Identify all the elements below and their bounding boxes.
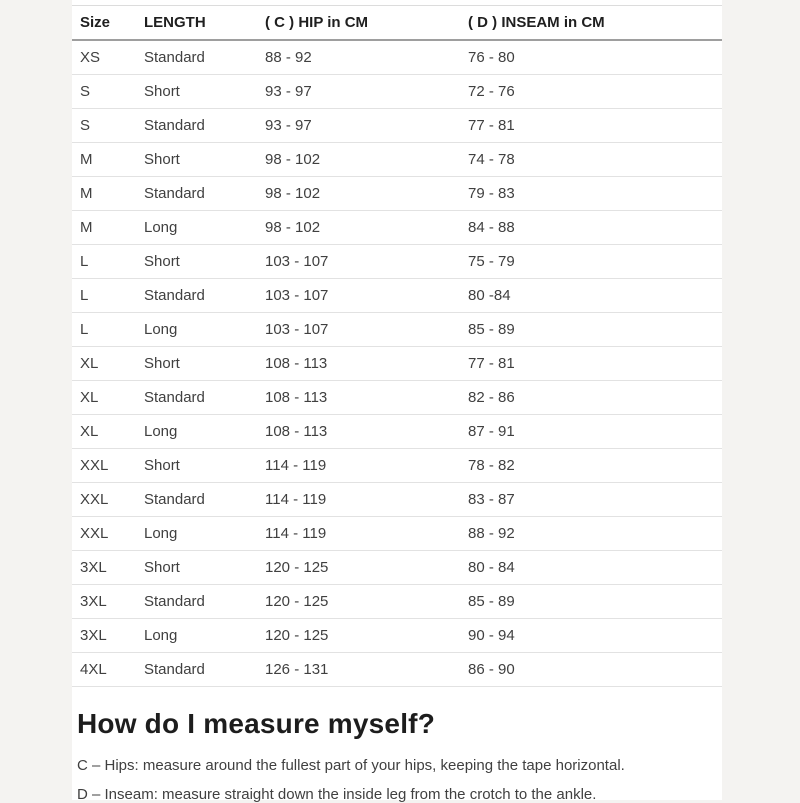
table-cell: 93 - 97 bbox=[257, 109, 460, 143]
table-cell: L bbox=[72, 245, 136, 279]
table-row bbox=[72, 449, 722, 483]
table-cell: 4XL bbox=[72, 653, 136, 687]
table-row bbox=[72, 211, 722, 245]
table-cell: 85 - 89 bbox=[460, 313, 722, 347]
table-cell: 83 - 87 bbox=[460, 483, 722, 517]
table-cell: XS bbox=[72, 40, 136, 75]
table-row bbox=[72, 381, 722, 415]
table-cell: Short bbox=[136, 143, 257, 177]
table-cell: Short bbox=[136, 245, 257, 279]
table-cell: Standard bbox=[136, 40, 257, 75]
table-cell: 76 - 80 bbox=[460, 40, 722, 75]
measure-heading: How do I measure myself? bbox=[77, 708, 436, 739]
table-cell: 3XL bbox=[72, 551, 136, 585]
table-cell: 103 - 107 bbox=[257, 245, 460, 279]
table-cell: Standard bbox=[136, 279, 257, 313]
table-cell: 114 - 119 bbox=[257, 483, 460, 517]
table-row bbox=[72, 585, 722, 619]
table-cell: 120 - 125 bbox=[257, 585, 460, 619]
table-cell: Long bbox=[136, 415, 257, 449]
size-guide-panel bbox=[72, 0, 722, 803]
table-cell: 77 - 81 bbox=[460, 109, 722, 143]
measure-section bbox=[72, 708, 722, 802]
table-cell: 98 - 102 bbox=[257, 177, 460, 211]
table-cell: 84 - 88 bbox=[460, 211, 722, 245]
table-header-row bbox=[72, 6, 722, 41]
table-cell: Long bbox=[136, 313, 257, 347]
table-row bbox=[72, 177, 722, 211]
table-row bbox=[72, 619, 722, 653]
measure-line-inseam: D – Inseam: measure straight down the inside leg from the crotch to the ankle. bbox=[77, 786, 597, 803]
table-cell: 85 - 89 bbox=[460, 585, 722, 619]
table-cell: 88 - 92 bbox=[460, 517, 722, 551]
table-row bbox=[72, 75, 722, 109]
table-cell: 98 - 102 bbox=[257, 143, 460, 177]
table-cell: 78 - 82 bbox=[460, 449, 722, 483]
table-row bbox=[72, 40, 722, 75]
table-cell: Short bbox=[136, 551, 257, 585]
table-cell: 3XL bbox=[72, 619, 136, 653]
table-cell: 126 - 131 bbox=[257, 653, 460, 687]
table-row bbox=[72, 245, 722, 279]
table-row bbox=[72, 347, 722, 381]
table-cell: 120 - 125 bbox=[257, 551, 460, 585]
table-cell: XXL bbox=[72, 449, 136, 483]
table-row bbox=[72, 143, 722, 177]
table-cell: 72 - 76 bbox=[460, 75, 722, 109]
table-cell: 86 - 90 bbox=[460, 653, 722, 687]
table-cell: 114 - 119 bbox=[257, 517, 460, 551]
table-cell: Standard bbox=[136, 483, 257, 517]
table-cell: 88 - 92 bbox=[257, 40, 460, 75]
table-cell: 80 - 84 bbox=[460, 551, 722, 585]
table-cell: M bbox=[72, 143, 136, 177]
table-cell: 108 - 113 bbox=[257, 381, 460, 415]
table-cell: Standard bbox=[136, 177, 257, 211]
table-cell: XL bbox=[72, 381, 136, 415]
table-cell: XL bbox=[72, 415, 136, 449]
table-row bbox=[72, 483, 722, 517]
column-header-length: LENGTH bbox=[144, 14, 206, 31]
size-chart-body bbox=[72, 40, 722, 687]
table-cell: Short bbox=[136, 347, 257, 381]
table-cell: Long bbox=[136, 211, 257, 245]
table-cell: 75 - 79 bbox=[460, 245, 722, 279]
table-row bbox=[72, 109, 722, 143]
table-cell: 90 - 94 bbox=[460, 619, 722, 653]
table-cell: Standard bbox=[136, 585, 257, 619]
table-row bbox=[72, 653, 722, 687]
table-cell: 79 - 83 bbox=[460, 177, 722, 211]
table-cell: 77 - 81 bbox=[460, 347, 722, 381]
table-cell: 82 - 86 bbox=[460, 381, 722, 415]
table-cell: 114 - 119 bbox=[257, 449, 460, 483]
table-cell: Standard bbox=[136, 109, 257, 143]
table-cell: Short bbox=[136, 449, 257, 483]
table-cell: 93 - 97 bbox=[257, 75, 460, 109]
table-cell: 103 - 107 bbox=[257, 279, 460, 313]
size-chart-table bbox=[72, 5, 722, 687]
table-cell: 74 - 78 bbox=[460, 143, 722, 177]
table-cell: 108 - 113 bbox=[257, 347, 460, 381]
column-header-inseam: ( D ) INSEAM in CM bbox=[468, 14, 605, 31]
table-cell: 103 - 107 bbox=[257, 313, 460, 347]
table-cell: 80 -84 bbox=[460, 279, 722, 313]
table-row bbox=[72, 279, 722, 313]
table-row bbox=[72, 517, 722, 551]
table-row bbox=[72, 415, 722, 449]
table-cell: M bbox=[72, 211, 136, 245]
table-cell: Standard bbox=[136, 381, 257, 415]
column-header-hip: ( C ) HIP in CM bbox=[265, 14, 369, 31]
table-cell: S bbox=[72, 109, 136, 143]
table-cell: 108 - 113 bbox=[257, 415, 460, 449]
table-row bbox=[72, 313, 722, 347]
table-cell: XL bbox=[72, 347, 136, 381]
table-row bbox=[72, 551, 722, 585]
table-cell: 3XL bbox=[72, 585, 136, 619]
table-cell: M bbox=[72, 177, 136, 211]
column-header-size: Size bbox=[80, 14, 111, 31]
table-cell: XXL bbox=[72, 517, 136, 551]
table-cell: 120 - 125 bbox=[257, 619, 460, 653]
table-cell: Long bbox=[136, 517, 257, 551]
table-cell: L bbox=[72, 279, 136, 313]
table-cell: 98 - 102 bbox=[257, 211, 460, 245]
table-cell: Short bbox=[136, 75, 257, 109]
table-cell: Standard bbox=[136, 653, 257, 687]
table-cell: XXL bbox=[72, 483, 136, 517]
measure-line-hips: C – Hips: measure around the fullest part of your hips, keeping the tape horizontal. bbox=[77, 757, 625, 774]
table-cell: L bbox=[72, 313, 136, 347]
table-cell: S bbox=[72, 75, 136, 109]
table-cell: 87 - 91 bbox=[460, 415, 722, 449]
table-cell: Long bbox=[136, 619, 257, 653]
